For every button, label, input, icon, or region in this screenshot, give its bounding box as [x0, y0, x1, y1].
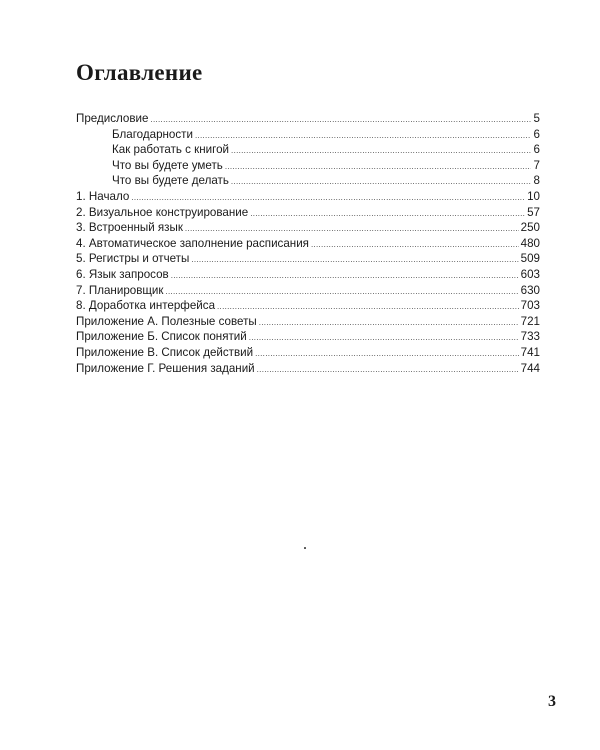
toc-entry-title: Приложение Б. Список понятий	[76, 330, 247, 344]
page-speck	[304, 547, 306, 549]
toc-entry-title: 2. Визуальное конструирование	[76, 205, 249, 219]
toc-leader-dots	[171, 267, 519, 284]
toc-entry	[76, 236, 540, 252]
toc-entry-page: 744	[520, 361, 540, 375]
toc-entry	[76, 283, 540, 299]
toc-leader-dots	[259, 314, 519, 331]
toc-subentry	[76, 142, 540, 158]
toc-entry-page: 630	[520, 283, 540, 297]
toc-subentry	[76, 158, 540, 174]
toc-entry	[76, 111, 540, 127]
toc-leader-dots	[255, 345, 519, 362]
toc-leader-dots	[231, 173, 531, 190]
toc-entry	[76, 189, 540, 205]
toc-entry-page: 8	[533, 174, 540, 188]
toc-leader-dots	[131, 189, 525, 206]
toc-leader-dots	[311, 236, 519, 253]
toc-entry-title: Благодарности	[112, 127, 193, 141]
toc-entry-title: Что вы будете делать	[112, 174, 229, 188]
toc-entry-page: 7	[533, 158, 540, 172]
toc-leader-dots	[250, 205, 525, 222]
toc-entry-page: 5	[533, 112, 540, 125]
page-number: 3	[548, 693, 556, 710]
toc-entry-title: Приложение А. Полезные советы	[76, 314, 257, 328]
toc-heading: Оглавление	[76, 60, 203, 85]
toc-subentry	[76, 127, 540, 143]
toc-leader-dots	[225, 158, 531, 175]
toc-leader-dots	[257, 361, 519, 378]
toc-leader-dots	[217, 298, 519, 315]
toc-entry-page: 250	[520, 221, 540, 235]
toc-entry	[76, 267, 540, 283]
toc-entry-title: Приложение Г. Решения заданий	[76, 361, 255, 375]
toc-entry-title: 1. Начало	[76, 189, 130, 203]
toc-list	[76, 111, 540, 376]
toc-leader-dots	[249, 329, 519, 346]
toc-entry-title: 7. Планировщик	[76, 283, 164, 297]
toc-entry-title: 4. Автоматическое заполнение расписания	[76, 236, 309, 250]
toc-leader-dots	[150, 111, 531, 128]
toc-entry-page: 10	[527, 189, 540, 203]
toc-entry-title: 5. Регистры и отчеты	[76, 252, 190, 266]
toc-entry-page: 57	[527, 205, 540, 219]
toc-entry	[76, 329, 540, 345]
toc-leader-dots	[165, 283, 518, 300]
toc-leader-dots	[191, 251, 518, 268]
toc-entry-page: 703	[520, 299, 540, 313]
toc-entry-title: Приложение В. Список действий	[76, 345, 254, 359]
toc-subentry	[76, 173, 540, 189]
toc-entry	[76, 298, 540, 314]
toc-entry	[76, 251, 540, 267]
toc-entry-title: Предисловие	[76, 112, 149, 125]
toc-entry-title: Что вы будете уметь	[112, 158, 223, 172]
toc-leader-dots	[231, 142, 531, 159]
toc-entry-page: 741	[520, 345, 540, 359]
toc-entry-page: 6	[533, 127, 540, 141]
toc-entry	[76, 205, 540, 221]
toc-entry-page: 733	[520, 330, 540, 344]
toc-entry-page: 509	[520, 252, 540, 266]
toc-entry-page: 480	[520, 236, 540, 250]
toc-entry-title: 3. Встроенный язык	[76, 221, 183, 235]
toc-entry-title: 8. Доработка интерфейса	[76, 299, 216, 313]
toc-entry	[76, 220, 540, 236]
toc-leader-dots	[185, 220, 519, 237]
toc-entry-page: 603	[520, 267, 540, 281]
toc-entry-title: 6. Язык запросов	[76, 267, 169, 281]
toc-entry	[76, 345, 540, 361]
toc-entry-page: 721	[520, 314, 540, 328]
toc-entry-page: 6	[533, 143, 540, 157]
toc-entry	[76, 361, 540, 377]
toc-leader-dots	[195, 127, 531, 144]
toc-entry-title: Как работать с книгой	[112, 143, 230, 157]
toc-entry	[76, 314, 540, 330]
